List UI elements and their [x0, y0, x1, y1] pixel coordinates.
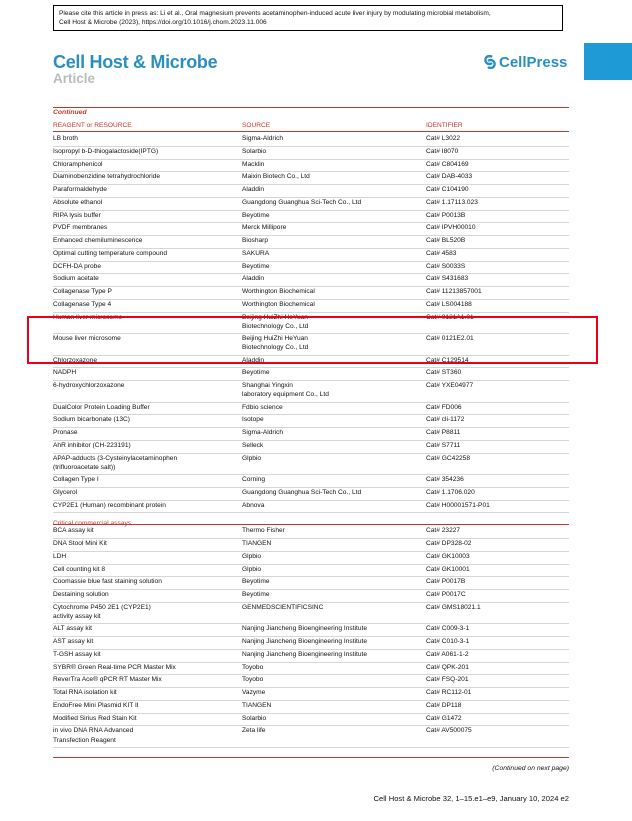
reagent-cell-line2: activity assay kit [53, 613, 101, 621]
source-cell: Corning [242, 476, 266, 483]
source-cell: Sigma-Aldrich [242, 135, 284, 142]
reagent-cell: DualColor Protein Loading Buffer [53, 403, 150, 411]
source-cell: Shanghai Yingxin [242, 382, 293, 389]
source-cell: TIANGEN [242, 540, 272, 547]
reagent-cell-line2: (trifluoroacetate salt)) [53, 463, 116, 471]
source-cell: Solarbio [242, 714, 267, 722]
source-cell: Selleck [242, 441, 264, 449]
reagent-cell: Isopropyl b-D-thiogalactoside(IPTG) [53, 147, 159, 155]
identifier-cell: Cat# H00001571-P01 [426, 501, 490, 509]
reagent-cell: Glycerol [53, 488, 78, 496]
reagent-cell: Sodium bicarbonate (13C) [53, 416, 130, 424]
identifier-cell: Cat# S7711 [426, 441, 461, 449]
reagent-cell: RIPA lysis buffer [53, 211, 101, 219]
source-cell: Thermo Fisher [242, 527, 285, 535]
identifier-cell: Cat# C009-3-1 [426, 625, 470, 633]
identifier-cell: Cat# RC112-01 [426, 689, 472, 696]
table-row [53, 235, 569, 249]
table-row [53, 589, 569, 603]
reagent-cell: Pronase [53, 429, 78, 436]
citation-line-1: Please cite this article in press as: Li et al., Oral magnesium prevents acetaminophen-induced acute liver injury by modulating microbial metabolism, [59, 10, 491, 17]
identifier-cell: Cat# cli-1172 [426, 416, 465, 424]
source-cell: Aladdin [242, 356, 264, 364]
source-cell: Solarbio [242, 147, 267, 155]
reagent-cell: ALT assay kit [53, 625, 92, 633]
reagent-cell: Chlorzoxazone [53, 356, 97, 364]
table-row [53, 414, 569, 428]
identifier-cell: Cat# 4583 [426, 249, 457, 257]
table-row [53, 487, 569, 501]
identifier-cell: Cat# P0017C [426, 591, 466, 598]
table-row [53, 474, 569, 488]
source-cell: Glpbio [242, 552, 262, 560]
identifier-cell: Cat# GK10001 [426, 565, 470, 573]
source-cell: Beijing HuiZhi HeYuan [242, 313, 308, 321]
identifier-cell: Cat# FD006 [426, 403, 462, 411]
identifier-cell: Cat# 0121E2.01 [426, 335, 474, 342]
source-cell: Guangdong Guanghua Sci-Tech Co., Ltd [242, 488, 362, 496]
reagent-cell: DCFH-DA probe [53, 262, 102, 270]
identifier-cell: Cat# ST360 [426, 369, 462, 377]
reagent-cell: T-GSH assay kit [53, 650, 101, 658]
table-top-rule [53, 107, 569, 108]
source-cell: GENMEDSCIENTIFICSINC [242, 603, 324, 611]
reagent-cell: Enhanced chemiluminescence [53, 237, 143, 244]
source-cell: Merck Millipore [242, 224, 287, 232]
table-row [53, 662, 569, 676]
source-cell: Aladdin [242, 275, 264, 283]
identifier-cell: Cat# GK10003 [426, 552, 470, 560]
table-row [53, 286, 569, 300]
source-cell: Beyotime [242, 369, 270, 377]
source-cell: Beyotime [242, 262, 270, 270]
reagent-cell: Chloramphenicol [53, 160, 103, 168]
table-row [53, 525, 569, 539]
citation-line-2: Cell Host & Microbe (2023), https://doi.org/10.1016/j.chom.2023.11.006 [59, 19, 267, 27]
table-row [53, 261, 569, 275]
table-row [53, 171, 569, 185]
source-cell: Guangdong Guanghua Sci-Tech Co., Ltd [242, 198, 362, 206]
reagent-cell: Destaining solution [53, 591, 109, 598]
identifier-cell: Cat# DP118 [426, 701, 462, 709]
table-row [53, 649, 569, 663]
table-row [53, 380, 569, 403]
identifier-cell: Cat# 11213857001 [426, 288, 482, 295]
identifier-cell: Cat# C104190 [426, 186, 469, 193]
reagent-cell: Paraformaldehyde [53, 186, 107, 193]
identifier-cell: Cat# G1472 [426, 714, 462, 722]
citation-notice [53, 5, 563, 31]
identifier-cell: Cat# S0033S [426, 262, 466, 270]
table-row [53, 700, 569, 714]
source-cell: TIANGEN [242, 701, 272, 709]
source-cell: Beyotime [242, 578, 270, 586]
cellpress-logo-icon [483, 55, 497, 69]
reagent-cell: Total RNA isolation kit [53, 689, 117, 696]
identifier-cell: Cat# DP328-02 [426, 540, 472, 547]
source-cell: Isotope [242, 416, 264, 424]
reagent-cell: Collagen Type I [53, 476, 99, 483]
table-row [53, 427, 569, 441]
reagent-cell: CYP2E1 (Human) recombinant protein [53, 501, 166, 509]
table-bottom-rule [53, 757, 569, 758]
identifier-cell: Cat# 23227 [426, 527, 461, 535]
reagent-cell: DNA Stool Mini Kit [53, 540, 107, 547]
identifier-cell: Cat# GMS18021.1 [426, 603, 481, 611]
publisher-logo [483, 54, 567, 71]
page-footer: Cell Host & Microbe 32, 1–15.e1–e9, January 10, 2024 e2 [373, 794, 569, 803]
source-cell: Glpbio [242, 565, 262, 573]
continued-next-label: (Continued on next page) [492, 765, 569, 772]
source-cell: Toyobo [242, 663, 264, 671]
table-row [53, 440, 569, 454]
continued-label: Continued [53, 109, 87, 116]
table-row [53, 538, 569, 552]
column-header-source: SOURCE [242, 122, 271, 129]
source-cell: Biosharp [242, 237, 269, 244]
section-label: Critical commercial assays [53, 520, 132, 528]
identifier-cell: Cat# DAB-4033 [426, 173, 473, 181]
table-row [53, 636, 569, 650]
journal-title: Cell Host & Microbe [53, 52, 218, 72]
reagent-cell: LB broth [53, 135, 78, 142]
reagent-cell: AhR inhibitor (CH-223191) [53, 441, 131, 449]
table-row [53, 133, 569, 147]
reagent-cell: Absolute ethanol [53, 198, 103, 206]
table-row [53, 146, 569, 160]
reagent-cell: ReverTra Ace® qPCR RT Master Mix [53, 676, 162, 684]
identifier-cell: Cat# QPK-201 [426, 663, 469, 671]
source-cell: Toyobo [242, 676, 264, 684]
table-row [53, 623, 569, 637]
identifier-cell: Cat# 1.17113.023 [426, 198, 478, 206]
reagent-cell: Collagenase Type P [53, 288, 112, 295]
identifier-cell: Cat# LS004188 [426, 300, 472, 308]
source-cell: Nanjing Jiancheng Bioengineering Institute [242, 625, 368, 633]
table-row [53, 687, 569, 701]
identifier-cell: Cat# YXE04977 [426, 382, 474, 389]
identifier-cell: Cat# 1.1706.020 [426, 488, 475, 496]
table-row [53, 197, 569, 211]
source-cell: Nanjing Jiancheng Bioengineering Institute [242, 650, 368, 658]
source-cell: Vazyme [242, 689, 266, 696]
identifier-cell: Cat# C804169 [426, 160, 469, 168]
reagent-cell: Collagenase Type 4 [53, 300, 112, 308]
source-cell: Worthington Biochemical [242, 288, 315, 295]
source-cell: Abnova [242, 501, 265, 509]
header-rule [53, 131, 569, 132]
table-row [53, 713, 569, 727]
identifier-cell: Cat# 0121A1.01 [426, 313, 474, 321]
table-row [53, 402, 569, 416]
reagent-cell: BCA assay kit [53, 527, 94, 535]
identifier-cell: Cat# S431683 [426, 275, 469, 283]
identifier-cell: Cat# I8070 [426, 147, 459, 155]
identifier-cell: Cat# L3022 [426, 135, 461, 142]
reagent-cell: Modified Sirius Red Stain Kit [53, 714, 137, 722]
source-cell: Beijing HuiZhi HeYuan [242, 335, 308, 342]
source-cell: Beyotime [242, 211, 270, 219]
column-header-reagent: REAGENT or RESOURCE [53, 122, 132, 129]
table-row [53, 273, 569, 287]
table-row [53, 602, 569, 625]
identifier-cell: Cat# P0017B [426, 578, 466, 586]
table-row [53, 551, 569, 565]
source-cell: Sigma-Aldrich [242, 429, 284, 436]
source-cell: Macklin [242, 160, 265, 168]
reagent-cell: APAP-adducts (3-Cysteinylacetaminophen [53, 454, 178, 462]
reagent-cell: Coomassie blue fast staining solution [53, 578, 162, 586]
edge-tab [584, 43, 632, 80]
reagent-cell: Mouse liver microsome [53, 335, 121, 342]
source-cell: Beyotime [242, 591, 270, 598]
table-row [53, 725, 569, 748]
identifier-cell: Cat# BL520B [426, 237, 466, 244]
table-row [53, 184, 569, 198]
source-cell: Maixin Biotech Co., Ltd [242, 173, 310, 181]
source-cell-line2: laboratory equipment Co., Ltd [242, 391, 329, 399]
reagent-cell-line2: Transfection Reagent [53, 736, 116, 744]
identifier-cell: Cat# A061-1-2 [426, 650, 469, 658]
reagent-cell: in vivo DNA RNA Advanced [53, 727, 134, 735]
reagent-cell: Cytochrome P450 2E1 (CYP2E1) [53, 603, 151, 611]
table-row [53, 159, 569, 173]
identifier-cell: Cat# C129514 [426, 356, 469, 364]
identifier-cell: Cat# C010-3-1 [426, 638, 470, 645]
identifier-cell: Cat# P8811 [426, 429, 461, 436]
source-cell: SAKURA [242, 249, 270, 257]
source-cell: Fdbio science [242, 403, 283, 411]
reagent-cell: Optimal cutting temperature compound [53, 249, 167, 257]
table-row [53, 564, 569, 578]
reagent-cell: NADPH [53, 369, 77, 377]
identifier-cell: Cat# 354236 [426, 476, 464, 483]
table-row [53, 674, 569, 688]
identifier-cell: Cat# FSQ-201 [426, 676, 469, 684]
reagent-cell: Diaminobenzidine tetrahydrochloride [53, 173, 161, 181]
identifier-cell: Cat# GC42258 [426, 454, 470, 462]
publisher-name: CellPress [499, 54, 568, 71]
column-header-identifier: IDENTIFIER [426, 122, 463, 129]
source-cell: Worthington Biochemical [242, 300, 315, 308]
highlight-box [27, 316, 598, 364]
source-cell-line2: Biotechnology Co., Ltd [242, 344, 309, 352]
reagent-cell: 6-hydroxychlorzoxazone [53, 382, 125, 389]
table-row [53, 299, 569, 313]
table-row [53, 367, 569, 381]
source-cell: Aladdin [242, 186, 264, 193]
table-row [53, 500, 569, 514]
reagent-cell: Human liver microsome [53, 313, 123, 321]
article-type: Article [53, 71, 96, 86]
source-cell: Nanjing Jiancheng Bioengineering Institute [242, 638, 368, 645]
reagent-cell: PVDF membranes [53, 224, 108, 232]
reagent-cell: Sodium acetate [53, 275, 99, 283]
reagent-cell: Cell counting kit 8 [53, 565, 106, 573]
identifier-cell: Cat# IPVH00010 [426, 224, 476, 232]
table-row [53, 453, 569, 476]
identifier-cell: Cat# AV500075 [426, 727, 472, 735]
table-row [53, 248, 569, 262]
source-cell-line2: Biotechnology Co., Ltd [242, 322, 309, 330]
reagent-cell: LDH [53, 552, 67, 560]
source-cell: Zeta life [242, 727, 266, 735]
identifier-cell: Cat# P0013B [426, 211, 466, 219]
table-row [53, 210, 569, 224]
section-header [53, 512, 569, 528]
table-row [53, 576, 569, 590]
reagent-cell: EndoFree Mini Plasmid KIT II [53, 701, 139, 709]
table-row [53, 222, 569, 236]
reagent-cell: AST assay kit [53, 638, 94, 645]
source-cell: Glpbio [242, 454, 262, 462]
reagent-cell: SYBR® Green Real-time PCR Master Mix [53, 663, 176, 671]
